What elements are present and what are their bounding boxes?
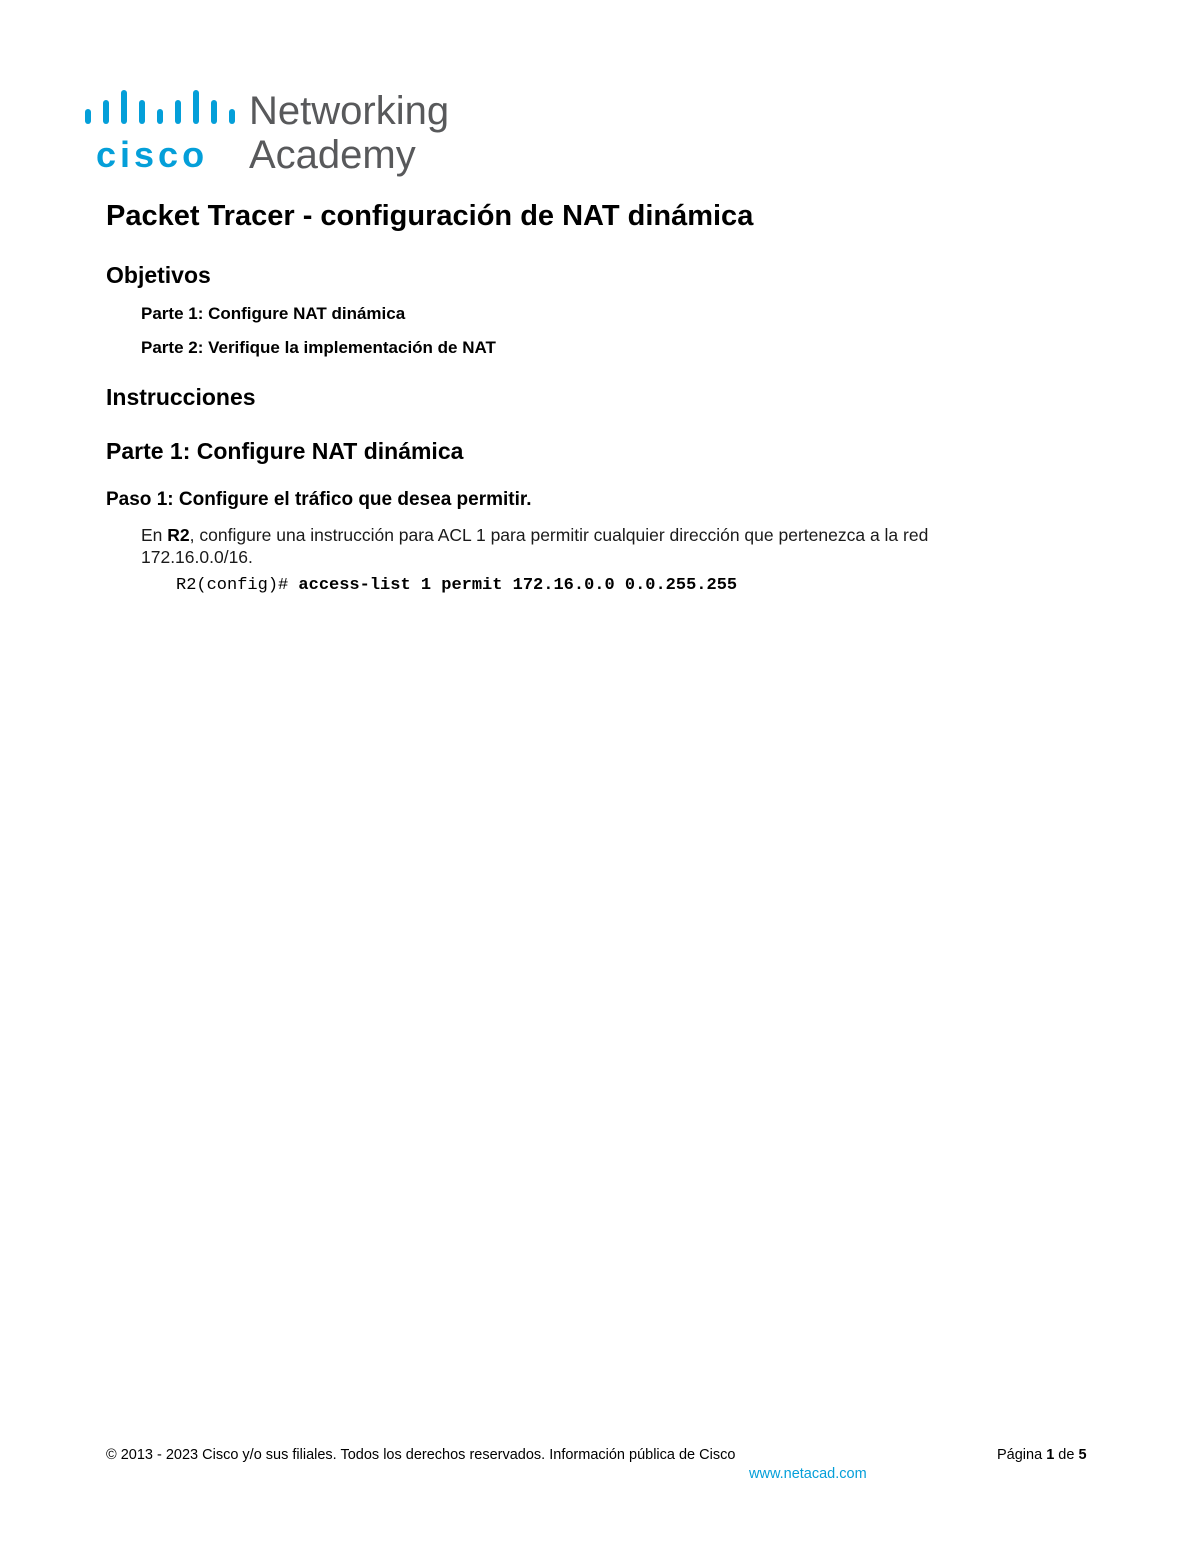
logo-networking-text: Networking — [249, 89, 450, 133]
step1-heading: Paso 1: Configure el tráfico que desea permitir. — [106, 489, 532, 510]
cli-prompt: R2(config)# — [176, 576, 289, 595]
cli-command: access-list 1 permit 172.16.0.0 0.0.255.255 — [298, 576, 738, 595]
objective-item-2: Parte 2: Verifique la implementación de NAT — [141, 338, 496, 357]
objective-item-1: Parte 1: Configure NAT dinámica — [141, 304, 406, 323]
router-name-r2: R2 — [167, 525, 190, 545]
page-of: de — [1058, 1447, 1075, 1463]
instruction-text-start: En — [141, 525, 168, 545]
part1-heading: Parte 1: Configure NAT dinámica — [106, 438, 464, 464]
footer-copyright: © 2013 - 2023 Cisco y/o sus filiales. Todos los derechos reservados. Información pública de Cisco — [106, 1447, 736, 1463]
page-current: 1 — [1046, 1447, 1055, 1463]
cli-command-line — [176, 576, 737, 595]
instruction-text-rest: , configure una instrucción para ACL 1 para permitir cualquier dirección que pertenezca a la red 172.16.0.0/16. — [141, 525, 929, 567]
cisco-networking-academy-logo — [84, 88, 474, 180]
footer-netacad-link[interactable]: www.netacad.com — [749, 1466, 867, 1482]
objectives-heading: Objetivos — [106, 262, 211, 288]
footer-page-number — [997, 1447, 1087, 1463]
cisco-wordmark: cisco — [96, 134, 209, 175]
page-total: 5 — [1078, 1447, 1087, 1463]
page-label: Página — [997, 1447, 1043, 1463]
logo-academy-text: Academy — [249, 133, 416, 177]
instructions-heading: Instrucciones — [106, 384, 256, 410]
step1-instruction-text — [141, 524, 1041, 568]
document-title: Packet Tracer - configuración de NAT dinámica — [106, 200, 754, 232]
cisco-bridge-logo-icon — [84, 88, 474, 180]
